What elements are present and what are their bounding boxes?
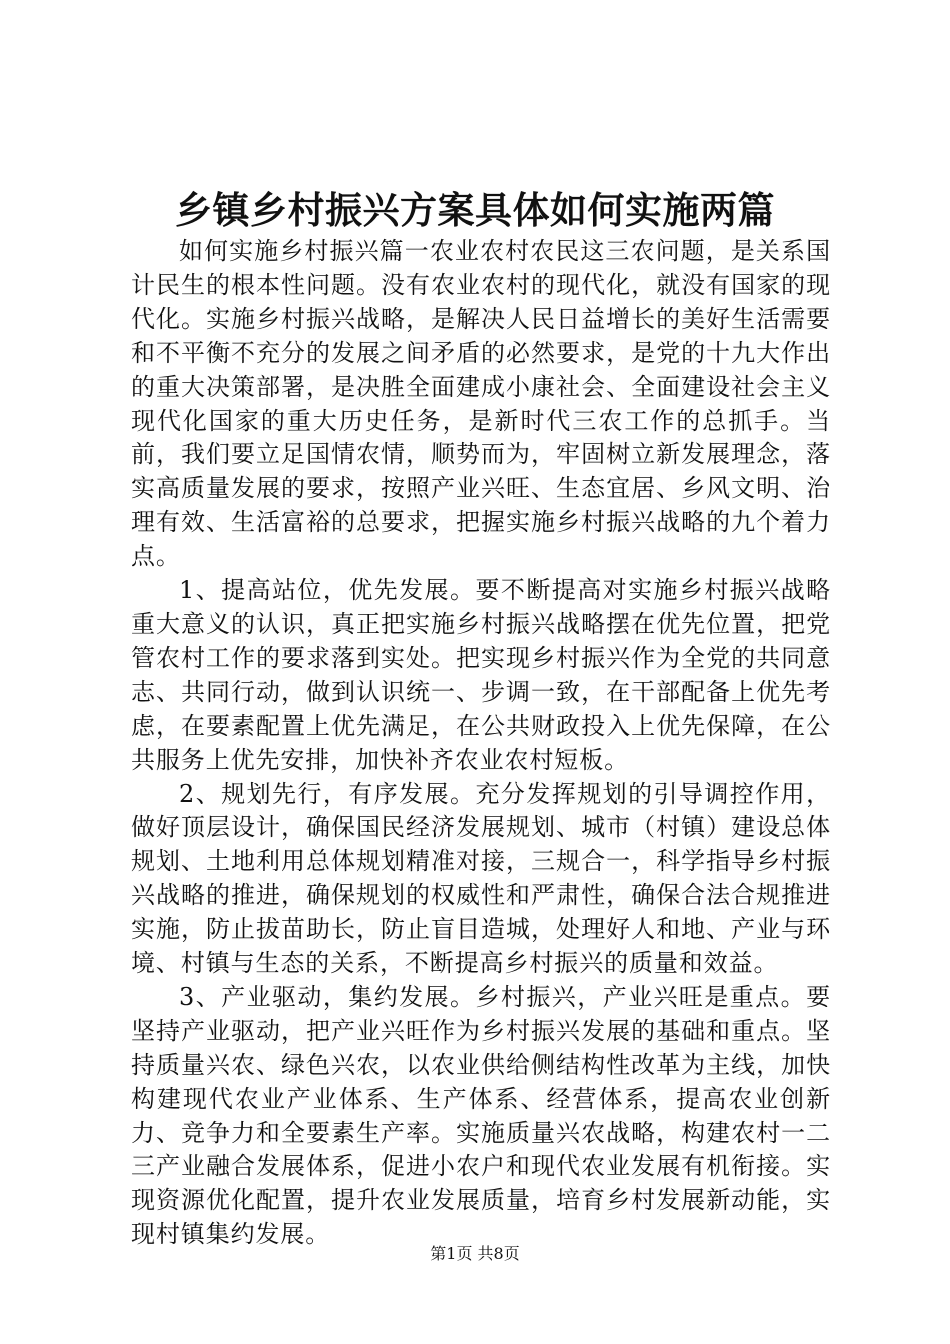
paragraph-intro: 如何实施乡村振兴篇一农业农村农民这三农问题，是关系国计民生的根本性问题。没有农业农村的现代化，就没有国家的现代化。实施乡村振兴战略，是解决人民日益增长的美好生活需要和不平衡不充分的发展之间矛盾的必然要求，是党的十九大作出的重大决策部署，是决胜全面建成小康社会、全面建设社会主义现代化国家的重大历史任务，是新时代三农工作的总抓手。当前，我们要立足国情农情，顺势而为，牢固树立新发展理念，落实高质量发展的要求，按照产业兴旺、生态宜居、乡风文明、治理有效、生活富裕的总要求，把握实施乡村振兴战略的九个着力点。 xyxy=(131,237,831,571)
paragraph-point-2: 2、规划先行，有序发展。充分发挥规划的引导调控作用，做好顶层设计，确保国民经济发展规划、城市（村镇）建设总体规划、土地利用总体规划精准对接，三规合一，科学指导乡村振兴战略的推进，确保规划的权威性和严肃性，确保合法合规推进实施，防止拔苗助长，防止盲目造城，处理好人和地、产业与环境、村镇与生态的关系，不断提高乡村振兴的质量和效益。 xyxy=(131,779,831,978)
page-number-footer: 第1页 共8页 xyxy=(430,1244,520,1263)
paragraph-point-1: 1、提高站位，优先发展。要不断提高对实施乡村振兴战略重大意义的认识，真正把实施乡村振兴战略摆在优先位置，把党管农村工作的要求落到实处。把实现乡村振兴作为全党的共同意志、共同行动，做到认识统一、步调一致，在干部配备上优先考虑，在要素配置上优先满足，在公共财政投入上优先保障，在公共服务上优先安排，加快补齐农业农村短板。 xyxy=(131,576,831,774)
document-title: 乡镇乡村振兴方案具体如何实施两篇 xyxy=(175,188,775,232)
document-body xyxy=(131,235,831,1252)
paragraph-point-3: 3、产业驱动，集约发展。乡村振兴，产业兴旺是重点。要坚持产业驱动，把产业兴旺作为乡村振兴发展的基础和重点。坚持质量兴农、绿色兴农，以农业供给侧结构性改革为主线，加快构建现代农业产业体系、生产体系、经营体系，提高农业创新力、竞争力和全要素生产率。实施质量兴农战略，构建农村一二三产业融合发展体系，促进小农户和现代农业发展有机衔接。实现资源优化配置，提升农业发展质量，培育乡村发展新动能，实现村镇集约发展。 xyxy=(131,982,831,1249)
